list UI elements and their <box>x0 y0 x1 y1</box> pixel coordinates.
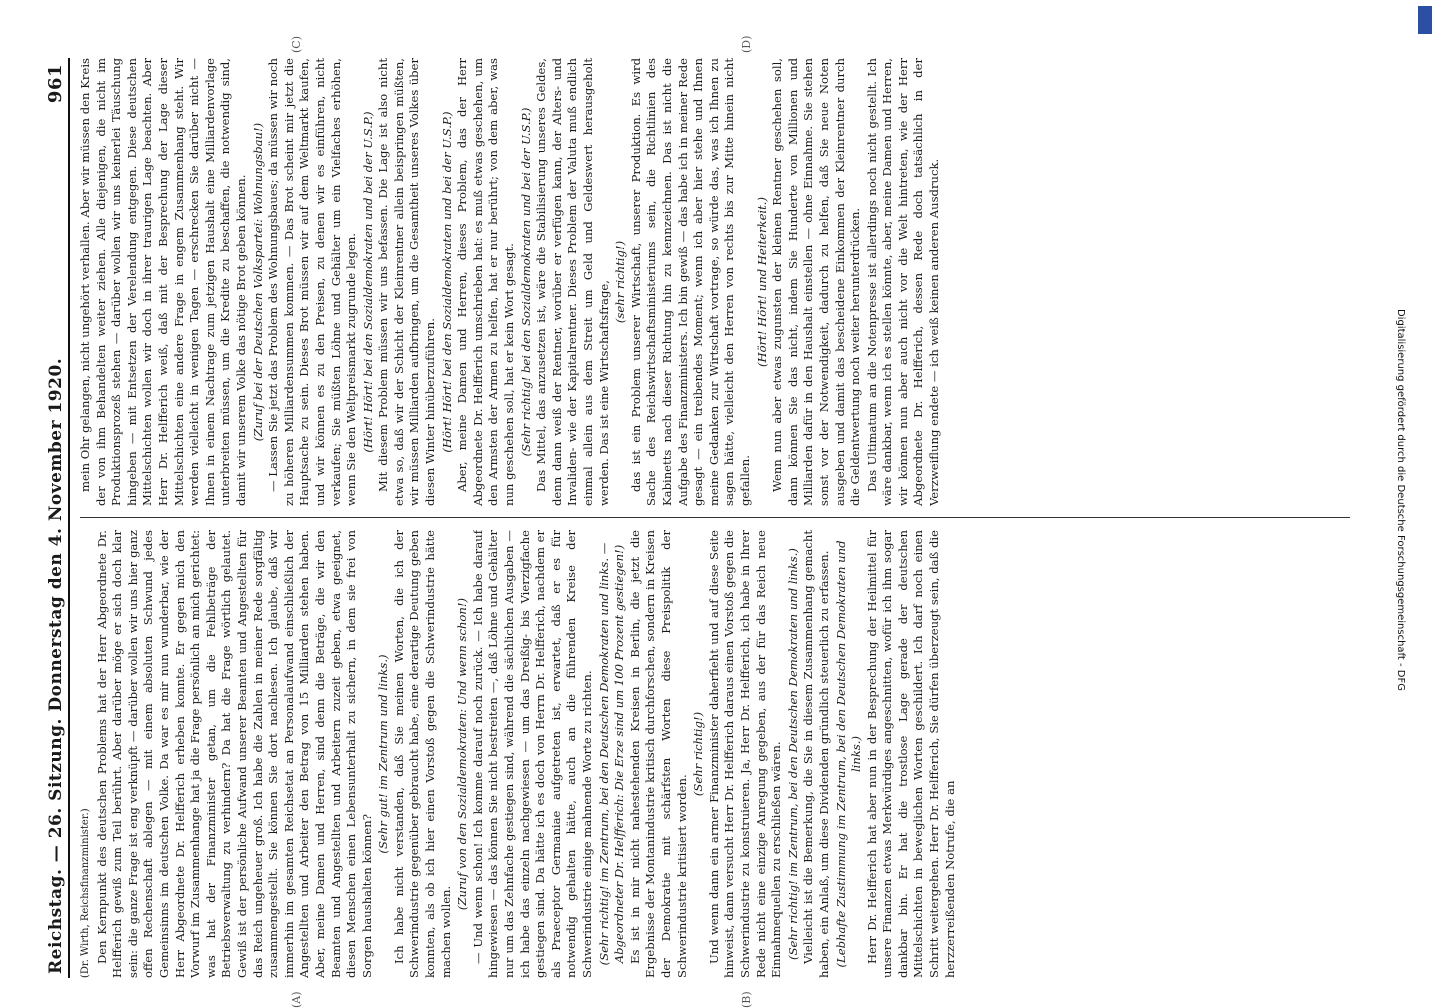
speaker-line: (Dr. Wirth, Reichsfinanzminister.) <box>80 808 91 978</box>
running-head: Reichstag. — 26. Sitzung. Donnerstag den 4. November 1920. <box>46 357 66 974</box>
paragraph: Ich habe nicht verstanden, daß Sie meinen Worten, die ich der Schwerindustrie gegenüber gebraucht habe, eine derartige Deutung geben konnten, als ob ich hier einen Vorstoß gegen die Schwerindustrie hätte machen wollen. <box>391 530 453 978</box>
column-divider <box>80 517 1350 518</box>
interjection: (sehr richtig!) <box>613 240 628 324</box>
margin-letter-d: (D) <box>740 35 753 53</box>
paragraph: Herr Dr. Helfferich hat aber nun in der Besprechung der Heilmittel für unsere Finanzen etwas Merkwürdiges angeschnitten, wofür ich ihm sogar dankbar bin. Er hat die trostlose Lage gerade der deutschen Mittelschichten in beweglichen Worten geschildert. Ich darf noch einen Schritt weitergehen. Herr Dr. Helfferich, Sie dürfen überzeugt sein, daß die herzzerreißenden Notrufe, die an <box>864 530 957 978</box>
column-right <box>78 58 1358 506</box>
paragraph: Mit diesem Problem müssen wir uns befassen. Die Lage ist also nicht etwa so, daß wir der Schicht der Kleinrentner allein beispringen müßten, wir müssen Milliarden aufbringen, um die Gesamtheit unseres Volkes über diesen Winter hinüberzuführen. <box>376 58 438 506</box>
interjection: (Sehr gut! im Zentrum und links.) <box>376 654 391 854</box>
margin-letter-c: (C) <box>290 36 303 53</box>
paragraph: — Lassen Sie jetzt das Problem des Wohnungsbaues; da müssen wir noch zu höheren Milliardensummen kommen. — Das Brot scheint mir jetzt die Hauptsache zu sein. Dieses Brot müssen wir auf dem Weltmarkt kaufen, und wir können es zu den Preisen, zu denen wir es einführen, nicht verkaufen; Sie müßten Löhne und Gehälter um ein Vielfaches erhöhen, wenn Sie den Weltpreismarkt zugrunde legen. <box>266 58 359 506</box>
interjection: (Zuruf von den Sozialdemokraten: Und wenn schon!) <box>455 597 470 911</box>
paragraph: Es ist in mir nicht nahestehenden Kreisen in Berlin, die jetzt die Ergebnisse der Montanindustrie kritisch durchforschen, sondern in Kreisen der Demokratie mit schärfsten Worten diese Preispolitik der Schwerindustrie kritisiert worden. <box>627 530 689 978</box>
paragraph: Und wenn dann ein armer Finanzminister daherfieht und auf diese Seite hinweist, dann versucht Herr Dr. Helfferich daraus einen Vorstoß gegen die Schwerindustrie zu konstruieren. Ja, Herr Dr. Helfferich, ich habe in Ihrer Rede nicht eine einzige Anregung gegeben, aus der für das Reich neue Einnahmequellen zu erschließen wären. <box>706 530 784 978</box>
page-number: 961 <box>45 64 66 104</box>
page-header <box>40 58 70 978</box>
paragraph: Den Kernpunkt des deutschen Problems hat der Herr Abgeordnete Dr. Helfferich gewiß zum Teil berührt. Aber darüber möge er sich doch klar sein: die ganze Frage ist eng verknüpft — darüber wollen wir uns hier ganz offen Rechenschaft ablegen — mit einem absoluten Schwund jedes Gemeinsinns im deutschen Volke. Da war es mir nun wunderbar, wie der Herr Abgeordnete Dr. Helfferich erheben konnte. Er gegen mich den Vorwurf im Zusammenhange hat ja die Frage persönlich an mich gerichtet: was hat der Finanzminister getan, um die Fehlbeträge der Betriebsverwaltung zu verhindern? Da hat die Frage wörtlich gelautet. Gewiß ist der persönliche Aufwand unserer Beamten und Angestellten für das Reich ungeheuer groß. Ich habe die Zahlen in meiner Rede sorgfältig zusammengestellt. Sie können Sie dort nachlesen. Ich glaube, daß wir immerhin im gesamten Reichsetat an Personalaufwand einschließlich der Angestellten und Arbeiter den Betrag von 15 Milliarden stehen haben. Aber, meine Damen und Herren, sind denn die Beträge, die wir den Beamten und Angestellten und Arbeitern zuzeit geben, etwa geeignet, diesen Menschen einen Lebensunterhalt zu sichern, in dem sie frei von Sorgen haushalten können? <box>94 530 374 978</box>
interjection: (Hört! Hört! bei den Sozialdemokraten und bei der U.S.P.) <box>360 111 375 453</box>
paragraph: — Und wenn schon! Ich komme darauf noch zurück. — Ich habe darauf hingewiesen — das können Sie nicht bestreiten —, daß Löhne und Gehälter nur um das Zehnfache gestiegen sind, während die sächlichen Ausgaben — ich habe das einzeln nachgewiesen — um das Dreißig- bis Vierzigfache gestiegen sind. Da hätte ich es doch von Herrn Dr. Helfferich, nachdem er als Praeceptor Germaniae aufgetreten ist, erwartet, daß er es für notwendig gehalten hätte, auch an die führenden Kreise der Schwerindustrie einige mahnende Worte zu richten. <box>470 530 594 978</box>
digitization-notice <box>1388 20 1412 980</box>
interjection: (Sehr richtig! im Zentrum, bei den Deutschen Demokraten und links.) <box>785 548 800 960</box>
digitization-notice-text: Digitalisierung gefördert durch die Deutsche Forschungsgemeinschaft - DFG <box>1395 308 1406 691</box>
paragraph: Aber, meine Damen und Herren, dieses Problem, das der Herr Abgeordnete Dr. Helfferich umschrieben hat: es muß etwas geschehen, um den Armsten der Armen zu helfen, hat er nur berührt; von dem aber, was nun geschehen soll, hat er kein Wort gesagt. <box>455 58 517 506</box>
paragraph: Das Mittel, das anzusetzen ist, wäre die Stabilisierung unseres Geldes, denn dann weiß der Rentner, worüber er verfügen kann, der Alters- und Invaliden- wie der Kapitalrentner. Dieses Problem der Valuta muß endlich einmal allein aus dem Streit um Geld und Geldeswert herausgeholt werden. Das ist eine Wirtschaftsfrage, <box>534 58 611 506</box>
interjection: (Sehr richtig! im Zentrum, bei den Deutschen Demokraten und links. — Abgeordneter Dr. Helfferich: Die Erze sind um 100 Prozent gestiegen!) <box>596 542 627 966</box>
rotated-page <box>40 35 1370 1008</box>
paragraph: das ist ein Problem unserer Wirtschaft, unserer Produktion. Es wird Sache des Reichswirtschaftsministeriums sein, die Richtlinien des Kabinetts nach dieser Richtung hin zu kennzeichnen. Das ist nicht die Aufgabe des Finanzministers. Ich bin gewiß — das habe ich in meiner Rede gesagt — ein treibendes Moment; wenn ich aber hier stehe und Ihnen meine Gedanken zur Wirtschaft vortrage, so würde das, was ich Ihnen zu sagen hätte, vielleicht den Herren von rechts bis zur Mitte hinein nicht gefallen. <box>628 58 752 506</box>
paragraph: mein Ohr gelangen, nicht ungehört verhallen. Aber wir müssen den Kreis der von ihm Behandelten weiter ziehen. Alle diejenigen, die nicht im Produktionsprozeß stehen — darüber wollen wir uns keinerlei Täuschung hingeben — mit Entsetzen der Verelendung entgegen. Diese deutschen Mittelschichten wollen wir doch in ihrer traurigen Lage beachten. Aber Herr Dr. Helfferich weiß, daß mit der Besprechung der Lage dieser Mittelschichten eine andere Frage in engem Zusammenhang steht. Wir werden vielleicht in wenigen Tagen — erschrecken Sie darüber nicht — Ihnen in einem Nachtrage zum jetzigen Haushalt eine Milliardenvorlage unterbreiten müssen, um die Kredite zu beschaffen, die notwendig sind, damit wir unserem Volke das nötige Brot geben können. <box>78 58 248 506</box>
interjection: (Sehr richtig!) <box>691 711 706 797</box>
interjection: (Hört! Hört! bei den Sozialdemokraten und bei der U.S.P.) <box>439 111 454 453</box>
column-left <box>78 530 1358 978</box>
paragraph: Vielleicht ist die Bemerkung, die Sie in diesem Zusammenhang gemacht haben, ein Anlaß, um diese Dividenden gründlich steuerlich zu erfassen. <box>801 530 831 978</box>
margin-letter-b: (B) <box>740 991 753 1008</box>
interjection: (Lebhafte Zustimmung im Zentrum, bei den Deutschen Demokraten und links.) <box>833 540 864 968</box>
dfg-logo <box>1418 6 1432 34</box>
paragraph: Das Ultimatum an die Notenpresse ist allerdings noch nicht gestellt. Ich wäre dankbar, wenn ich es stellen könnte, aber, meine Damen und Herren, wir können nun aber auch nicht vor die Welt hintreten, wie der Herr Abgeordnete Dr. Helfferich, dessen Rede doch tatsächlich in der Verzweiflung endete — ich weiß keinen anderen Ausdruck. <box>864 58 942 506</box>
interjection: (Sehr richtig! bei den Sozialdemokraten und bei der U.S.P.) <box>518 107 533 457</box>
paragraph: Wenn nun aber etwas zugunsten der kleinen Rentner geschehen soll, dann können Sie das nicht, indem Sie Hunderte von Millionen und Milliarden dafür in den Haushalt einstellen — ohne Einnahme. Sie stehen sonst vor der Notwendigkeit, dadurch zu helfen, daß Sie neue Noten ausgeben und damit das bescheidene Einkommen der Kleinrentner durch die Geldentwertung noch weiter herunterdrücken. <box>770 58 863 506</box>
margin-letter-a: (A) <box>290 991 303 1008</box>
interjection: (Hört! Hört! und Heiterkeit.) <box>754 196 769 368</box>
interjection: (Zuruf bei der Deutschen Volkspartei: Wohnungsbau!) <box>250 122 265 442</box>
